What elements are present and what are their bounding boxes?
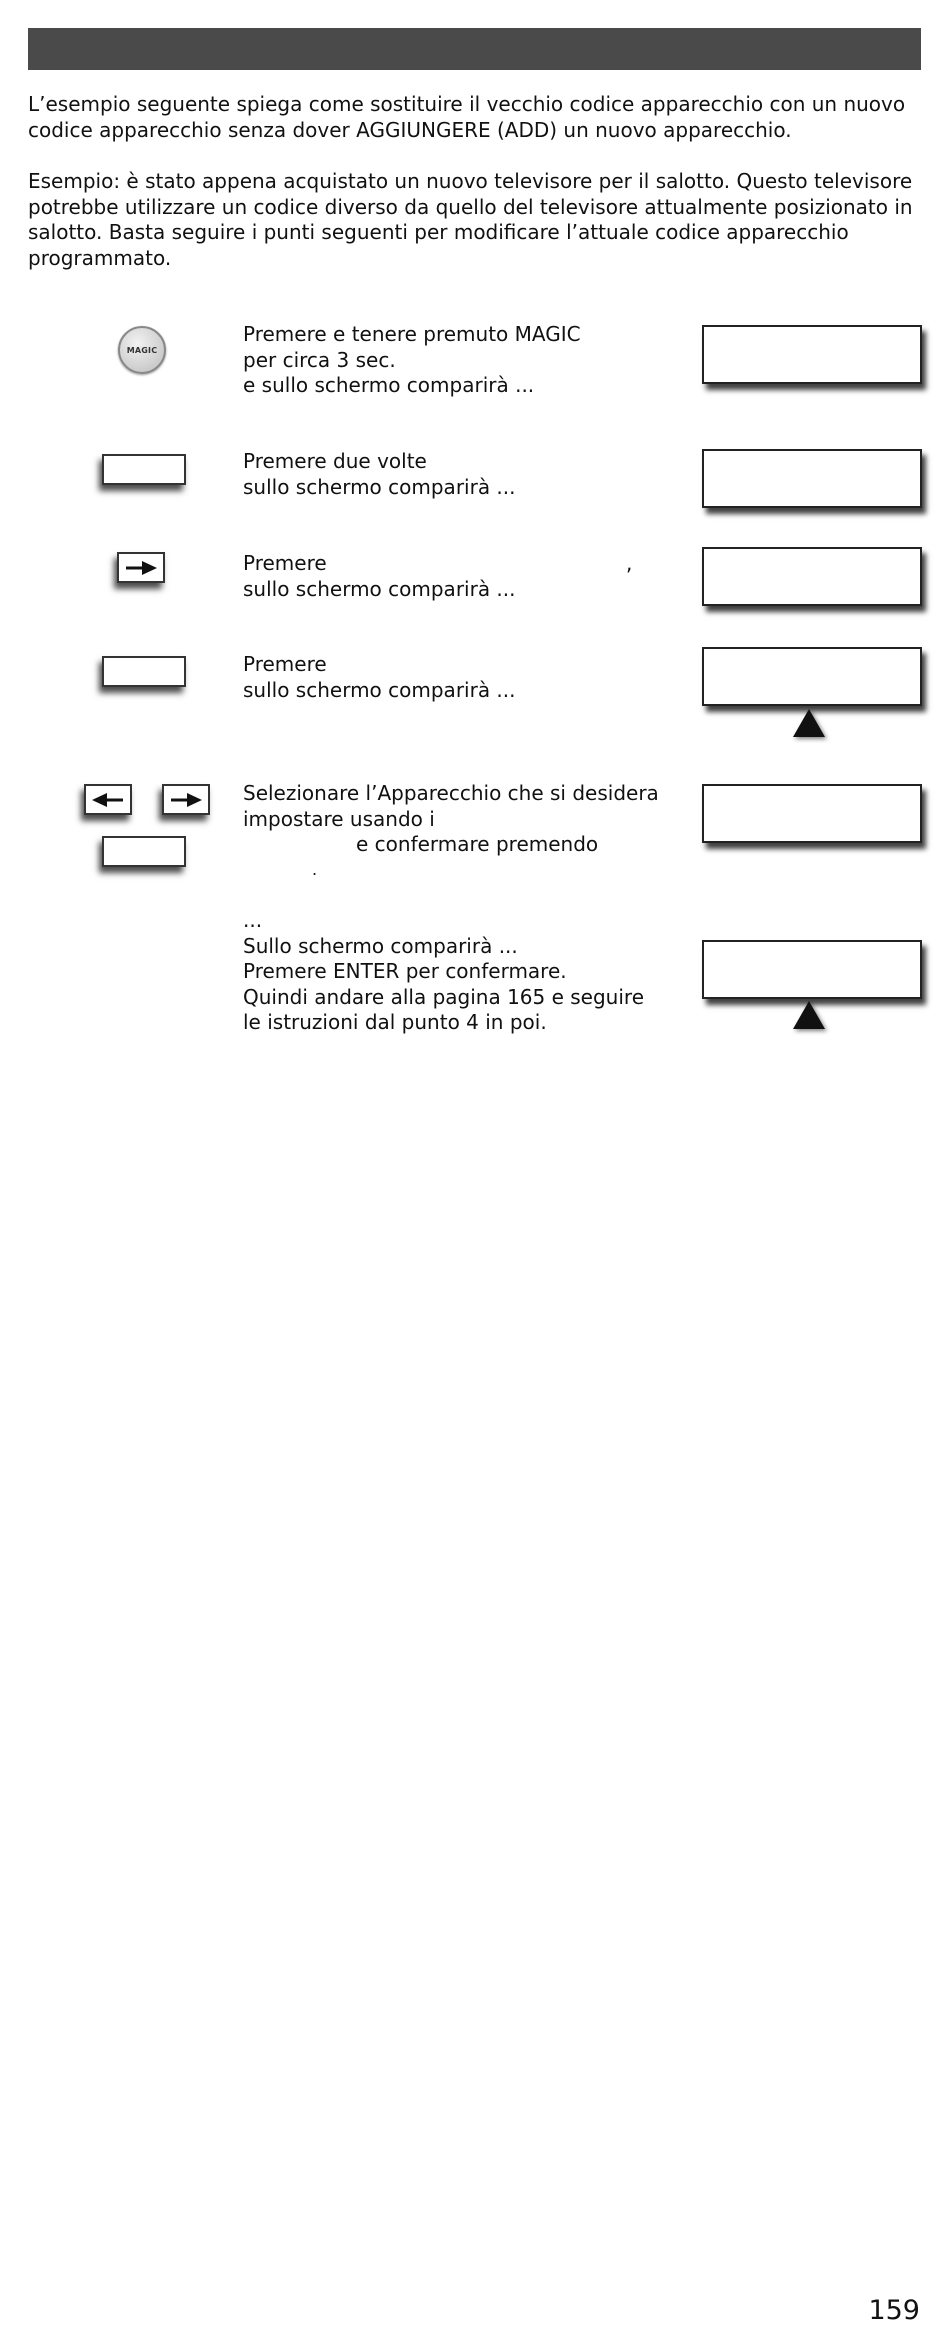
- lcd-display-4: [702, 647, 922, 706]
- lcd-display-2: [702, 449, 922, 508]
- step-4-text: [243, 652, 673, 703]
- step-6-line-3: Premere ENTER per confermare.: [243, 959, 567, 983]
- right-arrow-icon: [169, 793, 203, 807]
- step-3-comma: ,: [626, 551, 633, 575]
- right-arrow-button-icon: [117, 552, 165, 583]
- step-6-text: [243, 908, 673, 1036]
- step-3-text: [243, 551, 673, 602]
- step-1-text: [243, 322, 673, 399]
- right-arrow-button-icon: [162, 784, 210, 815]
- step-2-text: [243, 449, 673, 500]
- up-triangle-pointer-icon: [793, 709, 825, 737]
- step-2-line-1: Premere due volte: [243, 449, 427, 473]
- blank-button-icon: [102, 656, 186, 687]
- example-paragraph: Esempio: è stato appena acquistato un nuovo televisore per il salotto. Questo televisore potrebbe utilizzare un codice diverso da quello del televisore attualmente posizionato in salotto. Basta seguire i punti seguenti per modificare l’attuale codice apparecchio programmato.: [28, 169, 913, 270]
- lcd-display-5: [702, 784, 922, 843]
- step-5-dot: .: [312, 860, 318, 879]
- magic-button-icon: [118, 326, 166, 374]
- step-4-line-2: sullo schermo comparirà ...: [243, 677, 516, 702]
- step-3-line-1: Premere: [243, 551, 327, 575]
- up-triangle-pointer-icon: [793, 1001, 825, 1029]
- step-5-line-1: Selezionare l’Apparecchio che si desidera: [243, 781, 659, 805]
- step-2-line-2: sullo schermo comparirà ...: [243, 474, 516, 499]
- step-5-text: [243, 781, 673, 858]
- step-6-line-1: ...: [243, 908, 263, 932]
- step-3-line-2: sullo schermo comparirà ...: [243, 576, 516, 601]
- header-bar: [28, 28, 921, 70]
- step-5-line-3: e confermare premendo: [356, 832, 599, 856]
- step-5-line-2: impostare usando i: [243, 806, 435, 831]
- lcd-display-1: [702, 325, 922, 384]
- blank-button-icon: [102, 454, 186, 485]
- lcd-display-6: [702, 940, 922, 999]
- step-1-line-1: Premere e tenere premuto MAGIC: [243, 322, 581, 346]
- step-1-line-2: per circa 3 sec.: [243, 347, 396, 372]
- step-6-line-5: le istruzioni dal punto 4 in poi.: [243, 1010, 547, 1034]
- left-arrow-icon: [91, 793, 125, 807]
- left-arrow-button-icon: [84, 784, 132, 815]
- magic-button-label: MAGIC: [126, 345, 158, 355]
- blank-button-icon: [102, 836, 186, 867]
- step-6-line-4: Quindi andare alla pagina 165 e seguire: [243, 984, 644, 1009]
- step-1-line-3: e sullo schermo comparirà ...: [243, 373, 535, 397]
- lcd-display-3: [702, 547, 922, 606]
- intro-paragraph: L’esempio seguente spiega come sostituire il vecchio codice apparecchio con un nuovo codice apparecchio senza dover AGGIUNGERE (ADD) un nuovo apparecchio.: [28, 92, 906, 142]
- step-6-line-2: Sullo schermo comparirà ...: [243, 933, 518, 958]
- page-number: 159: [868, 2295, 920, 2326]
- right-arrow-icon: [124, 561, 158, 575]
- step-4-line-1: Premere: [243, 652, 327, 676]
